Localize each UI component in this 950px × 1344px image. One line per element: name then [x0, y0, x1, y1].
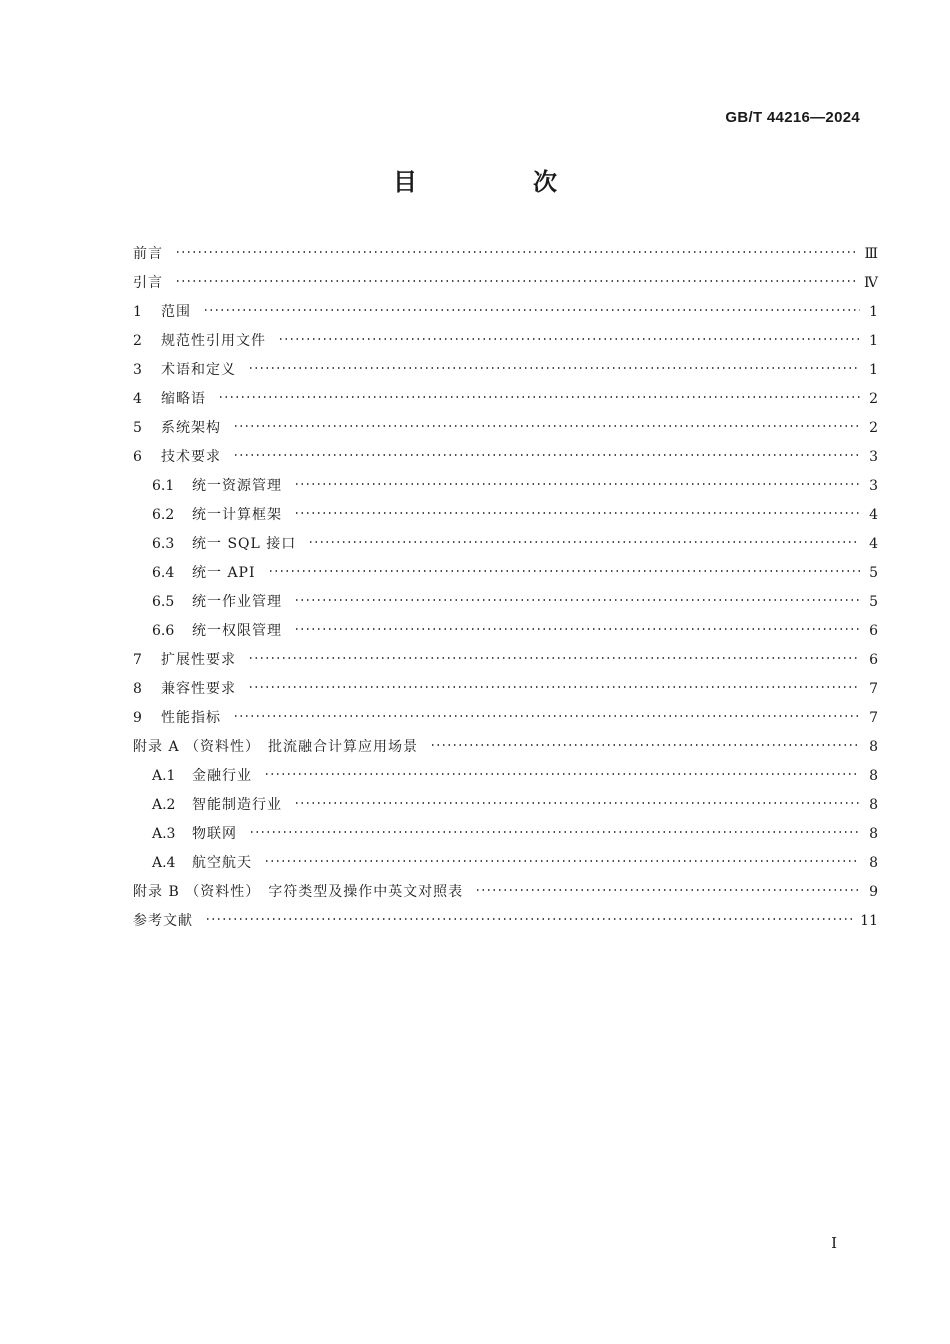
toc-entry-title: 规范性引用文件 — [161, 333, 266, 349]
toc-entry[interactable] — [133, 559, 878, 588]
toc-entry[interactable] — [133, 588, 878, 617]
toc-entry-title: 系统架构 — [161, 420, 221, 436]
toc-entry[interactable] — [133, 617, 878, 646]
toc-entry-number: A.1 — [152, 768, 176, 784]
toc-entry[interactable] — [133, 849, 878, 878]
toc-entry-number: 6.1 — [152, 478, 175, 494]
toc-entry-title: 统一 API — [192, 565, 256, 581]
toc-entry[interactable] — [133, 762, 878, 791]
toc-entry-title: 范围 — [161, 304, 191, 320]
toc-entry-page: 11 — [860, 913, 878, 929]
toc-entry-title: 统一 SQL 接口 — [192, 536, 297, 552]
toc-entry[interactable] — [133, 240, 878, 269]
table-of-contents — [133, 240, 878, 936]
toc-entry-page: 3 — [869, 478, 878, 494]
toc-entry[interactable] — [133, 327, 878, 356]
toc-entry-number: 4 — [133, 391, 142, 407]
toc-entry-title: 智能制造行业 — [192, 797, 282, 813]
toc-entry-title: 附录 B （资料性） 字符类型及操作中英文对照表 — [133, 884, 464, 900]
toc-entry-page: 4 — [869, 507, 878, 523]
toc-entry[interactable] — [133, 791, 878, 820]
toc-dot-leader — [175, 279, 856, 283]
toc-entry-page: Ⅲ — [864, 246, 878, 262]
toc-entry-page: 7 — [869, 681, 878, 697]
toc-entry-page: 9 — [869, 884, 878, 900]
toc-entry-number: 6.5 — [152, 594, 175, 610]
toc-entry-title: 前言 — [133, 246, 163, 262]
toc-entry-page: 6 — [869, 652, 878, 668]
toc-dot-leader — [308, 540, 860, 544]
toc-dot-leader — [430, 743, 860, 747]
toc-entry[interactable] — [133, 443, 878, 472]
toc-dot-leader — [278, 337, 860, 341]
page-number: Ⅰ — [831, 1234, 837, 1252]
toc-entry-title: 附录 A （资料性） 批流融合计算应用场景 — [133, 739, 419, 755]
standard-code: GB/T 44216—2024 — [725, 109, 860, 126]
toc-entry-title: 扩展性要求 — [161, 652, 236, 668]
toc-entry-title: 统一作业管理 — [192, 594, 282, 610]
toc-entry-page: 8 — [869, 797, 878, 813]
toc-dot-leader — [264, 859, 860, 863]
toc-entry-title: 金融行业 — [192, 768, 252, 784]
toc-entry[interactable] — [133, 472, 878, 501]
toc-entry-page: 2 — [869, 420, 878, 436]
toc-entry-page: 5 — [869, 594, 878, 610]
toc-entry-title: 物联网 — [192, 826, 237, 842]
toc-entry-page: 4 — [869, 536, 878, 552]
toc-entry-page: 8 — [869, 739, 878, 755]
toc-entry-title: 性能指标 — [161, 710, 221, 726]
toc-entry-page: 8 — [869, 826, 878, 842]
toc-dot-leader — [475, 888, 860, 892]
toc-entry-number: 9 — [133, 710, 142, 726]
toc-entry-page: 6 — [869, 623, 878, 639]
toc-entry-number: 1 — [133, 304, 142, 320]
toc-entry-title: 兼容性要求 — [161, 681, 236, 697]
toc-dot-leader — [203, 308, 860, 312]
toc-dot-leader — [233, 714, 860, 718]
toc-entry[interactable] — [133, 733, 878, 762]
toc-entry-number: 5 — [133, 420, 142, 436]
toc-dot-leader — [294, 598, 860, 602]
toc-dot-leader — [218, 395, 860, 399]
toc-dot-leader — [233, 424, 860, 428]
toc-entry-page: 1 — [869, 333, 878, 349]
toc-entry-title: 统一资源管理 — [192, 478, 282, 494]
toc-entry[interactable] — [133, 907, 878, 936]
toc-entry-page: 3 — [869, 449, 878, 465]
toc-entry-number: A.4 — [152, 855, 176, 871]
toc-entry-title: 缩略语 — [161, 391, 206, 407]
page-title: 目 次 — [393, 168, 603, 196]
toc-entry-title: 参考文献 — [133, 913, 193, 929]
toc-entry[interactable] — [133, 530, 878, 559]
toc-dot-leader — [248, 366, 860, 370]
toc-dot-leader — [205, 917, 852, 921]
toc-entry-title: 航空航天 — [192, 855, 252, 871]
toc-entry[interactable] — [133, 878, 878, 907]
toc-entry-title: 技术要求 — [161, 449, 221, 465]
toc-entry[interactable] — [133, 356, 878, 385]
toc-entry-number: 6 — [133, 449, 142, 465]
toc-entry-number: A.2 — [152, 797, 176, 813]
toc-dot-leader — [294, 627, 860, 631]
toc-entry-number: 6.4 — [152, 565, 175, 581]
toc-entry-number: 7 — [133, 652, 142, 668]
toc-entry-page: 1 — [869, 362, 878, 378]
toc-entry-number: 6.6 — [152, 623, 175, 639]
toc-entry[interactable] — [133, 298, 878, 327]
toc-entry[interactable] — [133, 414, 878, 443]
toc-entry-title: 引言 — [133, 275, 163, 291]
toc-entry[interactable] — [133, 820, 878, 849]
toc-dot-leader — [233, 453, 860, 457]
toc-entry-page: Ⅳ — [864, 275, 878, 291]
toc-entry-number: 6.3 — [152, 536, 175, 552]
toc-entry-page: 8 — [869, 768, 878, 784]
toc-entry[interactable] — [133, 385, 878, 414]
toc-entry-page: 1 — [869, 304, 878, 320]
toc-entry-page: 7 — [869, 710, 878, 726]
toc-entry[interactable] — [133, 501, 878, 530]
toc-entry-number: 6.2 — [152, 507, 175, 523]
toc-entry-title: 统一权限管理 — [192, 623, 282, 639]
toc-entry-number: 8 — [133, 681, 142, 697]
toc-dot-leader — [248, 656, 860, 660]
toc-entry[interactable] — [133, 675, 878, 704]
toc-entry[interactable] — [133, 646, 878, 675]
toc-entry-page: 2 — [869, 391, 878, 407]
toc-entry-number: A.3 — [152, 826, 176, 842]
toc-entry-title: 统一计算框架 — [192, 507, 282, 523]
toc-dot-leader — [268, 569, 860, 573]
toc-entry-title: 术语和定义 — [161, 362, 236, 378]
toc-dot-leader — [249, 830, 860, 834]
toc-dot-leader — [248, 685, 860, 689]
toc-entry-page: 8 — [869, 855, 878, 871]
toc-dot-leader — [294, 801, 860, 805]
toc-entry-number: 2 — [133, 333, 142, 349]
toc-entry[interactable] — [133, 704, 878, 733]
toc-entry-number: 3 — [133, 362, 142, 378]
toc-dot-leader — [294, 511, 860, 515]
toc-dot-leader — [264, 772, 860, 776]
toc-dot-leader — [175, 250, 856, 254]
toc-entry-page: 5 — [869, 565, 878, 581]
toc-entry[interactable] — [133, 269, 878, 298]
toc-dot-leader — [294, 482, 860, 486]
